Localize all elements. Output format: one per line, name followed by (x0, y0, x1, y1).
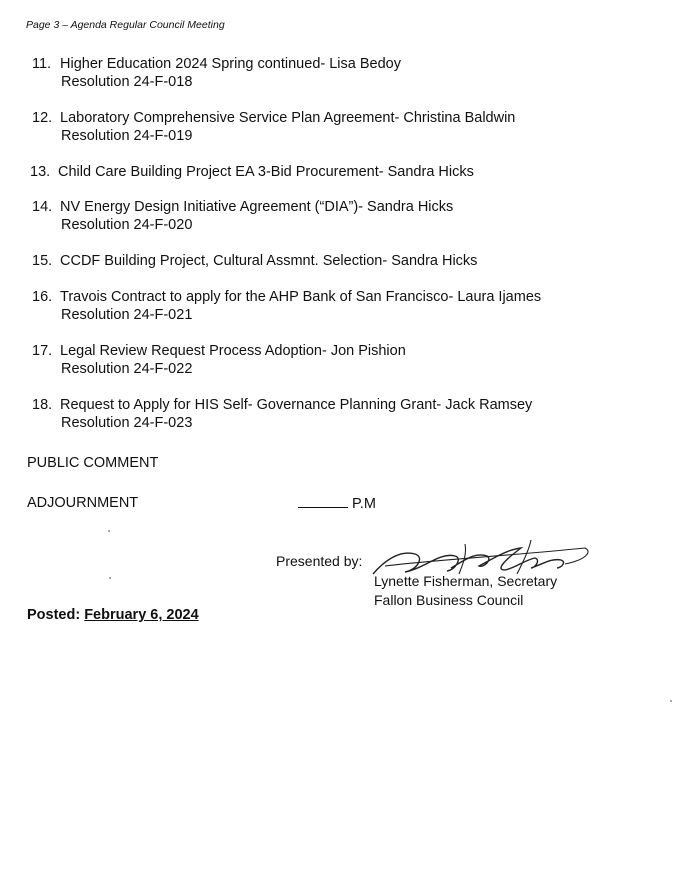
agenda-item-14 (32, 198, 453, 234)
item-title: NV Energy Design Initiative Agreement (“DIA”)- Sandra Hicks (60, 199, 454, 215)
item-title: Laboratory Comprehensive Service Plan Agreement- Christina Baldwin (60, 110, 516, 126)
signer-organization: Fallon Business Council (374, 592, 524, 608)
item-resolution: Resolution 24-F-023 (61, 415, 193, 431)
item-number: 12. (32, 110, 53, 126)
adjournment-heading: ADJOURNMENT (27, 495, 139, 511)
adjournment-time (298, 496, 376, 512)
item-title: Request to Apply for HIS Self- Governance Planning Grant- Jack Ramsey (60, 397, 533, 413)
agenda-item-18 (32, 396, 532, 432)
item-number: 15. (32, 253, 53, 269)
item-number: 13. (30, 164, 51, 180)
posted-date: February 6, 2024 (84, 607, 199, 623)
item-resolution: Resolution 24-F-018 (61, 74, 193, 90)
agenda-item-16 (32, 288, 541, 324)
adjournment-time-blank (298, 507, 348, 508)
presented-by-label: Presented by: (276, 553, 363, 569)
item-number: 18. (32, 397, 53, 413)
public-comment-heading: PUBLIC COMMENT (27, 455, 159, 471)
item-resolution: Resolution 24-F-019 (61, 128, 193, 144)
agenda-item-15 (32, 252, 477, 270)
agenda-item-13 (30, 163, 474, 181)
scan-speck (670, 700, 672, 702)
item-title: Legal Review Request Process Adoption- Jon Pishion (60, 343, 406, 359)
item-number: 16. (32, 289, 53, 305)
posted-label: Posted: (27, 607, 81, 623)
agenda-item-12 (32, 109, 515, 145)
item-resolution: Resolution 24-F-022 (61, 361, 193, 377)
item-resolution: Resolution 24-F-020 (61, 217, 193, 233)
item-title: Higher Education 2024 Spring continued- Lisa Bedoy (60, 56, 401, 72)
item-title: Travois Contract to apply for the AHP Bank of San Francisco- Laura Ijames (60, 289, 542, 305)
signer-name: Lynette Fisherman, Secretary (374, 573, 558, 589)
scan-speck (109, 577, 111, 579)
item-number: 14. (32, 199, 53, 215)
posted-line (27, 607, 199, 623)
item-number: 17. (32, 343, 53, 359)
item-resolution: Resolution 24-F-021 (61, 307, 193, 323)
page-header: Page 3 – Agenda Regular Council Meeting (26, 19, 225, 31)
item-title: CCDF Building Project, Cultural Assmnt. Selection- Sandra Hicks (60, 253, 478, 269)
adjournment-time-suffix: P.M (352, 496, 376, 512)
agenda-item-11 (32, 55, 401, 91)
scan-speck (108, 530, 110, 532)
agenda-item-17 (32, 342, 406, 378)
item-title: Child Care Building Project EA 3-Bid Procurement- Sandra Hicks (58, 164, 474, 180)
item-number: 11. (32, 56, 52, 72)
